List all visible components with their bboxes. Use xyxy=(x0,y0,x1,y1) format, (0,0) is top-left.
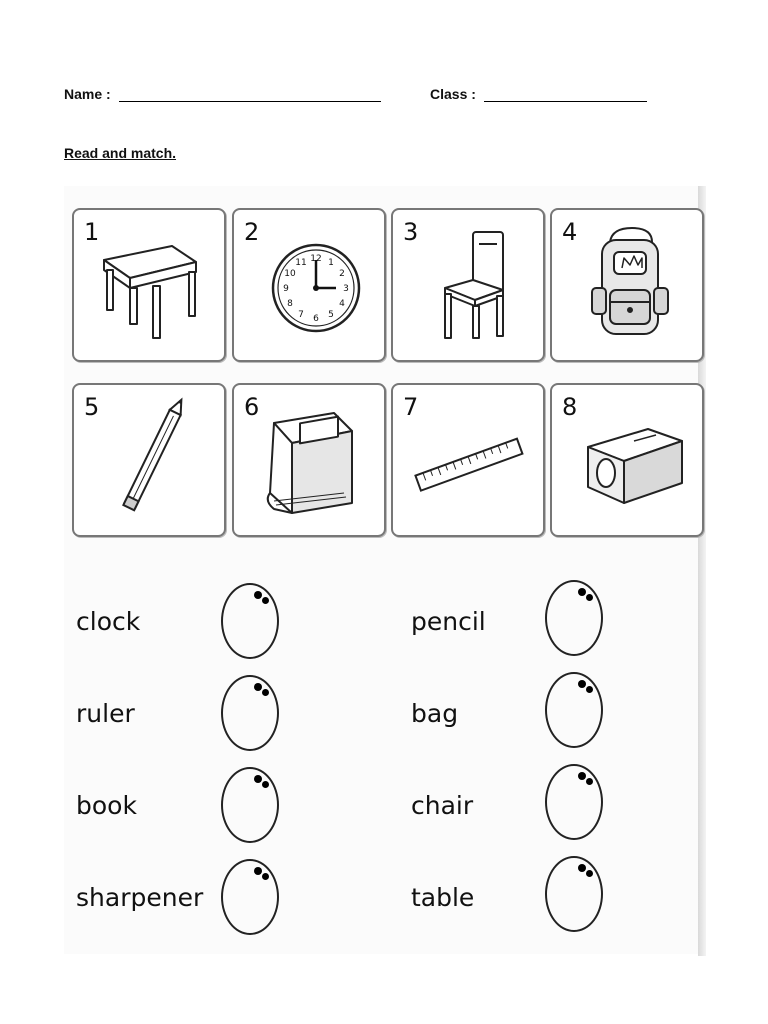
name-label: Name : xyxy=(64,86,111,102)
word-ruler: ruler xyxy=(76,699,135,728)
answer-circle[interactable] xyxy=(221,675,279,751)
card-number: 1 xyxy=(84,218,100,246)
clock-numeral: 6 xyxy=(313,314,319,324)
name-blank[interactable] xyxy=(119,87,381,102)
picture-card-1 xyxy=(72,208,226,362)
clock-numeral: 8 xyxy=(287,299,293,309)
answer-circle[interactable] xyxy=(221,583,279,659)
answer-circle[interactable] xyxy=(545,764,603,840)
card-number: 5 xyxy=(84,393,100,421)
answer-circle[interactable] xyxy=(221,859,279,935)
bag-icon xyxy=(552,210,702,360)
picture-card-3 xyxy=(391,208,545,362)
word-sharpener: sharpener xyxy=(76,883,204,912)
clock-numeral: 11 xyxy=(295,258,307,268)
card-number: 8 xyxy=(562,393,578,421)
clock-numeral: 9 xyxy=(283,284,289,294)
clock-numeral: 12 xyxy=(310,254,322,264)
picture-card-6 xyxy=(232,383,386,537)
word-chair: chair xyxy=(411,791,474,820)
word-bag: bag xyxy=(411,699,459,728)
answer-circle[interactable] xyxy=(545,580,603,656)
answer-circle[interactable] xyxy=(545,856,603,932)
answer-circle[interactable] xyxy=(221,767,279,843)
clock-numeral: 5 xyxy=(328,310,334,320)
name-line xyxy=(64,86,381,102)
picture-card-4 xyxy=(550,208,704,362)
card-number: 3 xyxy=(403,218,419,246)
card-number: 4 xyxy=(562,218,578,246)
class-label: Class : xyxy=(430,86,476,102)
chair-icon xyxy=(393,210,543,360)
picture-card-7 xyxy=(391,383,545,537)
card-number: 6 xyxy=(244,393,260,421)
ruler-icon xyxy=(393,385,543,535)
clock-numeral: 7 xyxy=(298,310,304,320)
clock-numeral: 10 xyxy=(284,269,296,279)
picture-card-8 xyxy=(550,383,704,537)
clock-numeral: 2 xyxy=(339,269,345,279)
book-icon xyxy=(234,385,384,535)
picture-card-5 xyxy=(72,383,226,537)
clock-icon xyxy=(234,210,384,360)
word-pencil: pencil xyxy=(411,607,486,636)
pencil-icon xyxy=(74,385,224,535)
card-number: 7 xyxy=(403,393,419,421)
word-table: table xyxy=(411,883,475,912)
picture-card-2 xyxy=(232,208,386,362)
instruction: Read and match. xyxy=(64,145,177,161)
clock-numeral: 4 xyxy=(339,299,345,309)
class-line xyxy=(430,86,647,102)
clock-numeral: 1 xyxy=(328,258,334,268)
sharpener-icon xyxy=(552,385,702,535)
word-clock: clock xyxy=(76,607,141,636)
class-blank[interactable] xyxy=(484,87,647,102)
table-icon xyxy=(74,210,224,360)
clock-numeral: 3 xyxy=(343,284,349,294)
card-number: 2 xyxy=(244,218,260,246)
answer-circle[interactable] xyxy=(545,672,603,748)
word-book: book xyxy=(76,791,137,820)
